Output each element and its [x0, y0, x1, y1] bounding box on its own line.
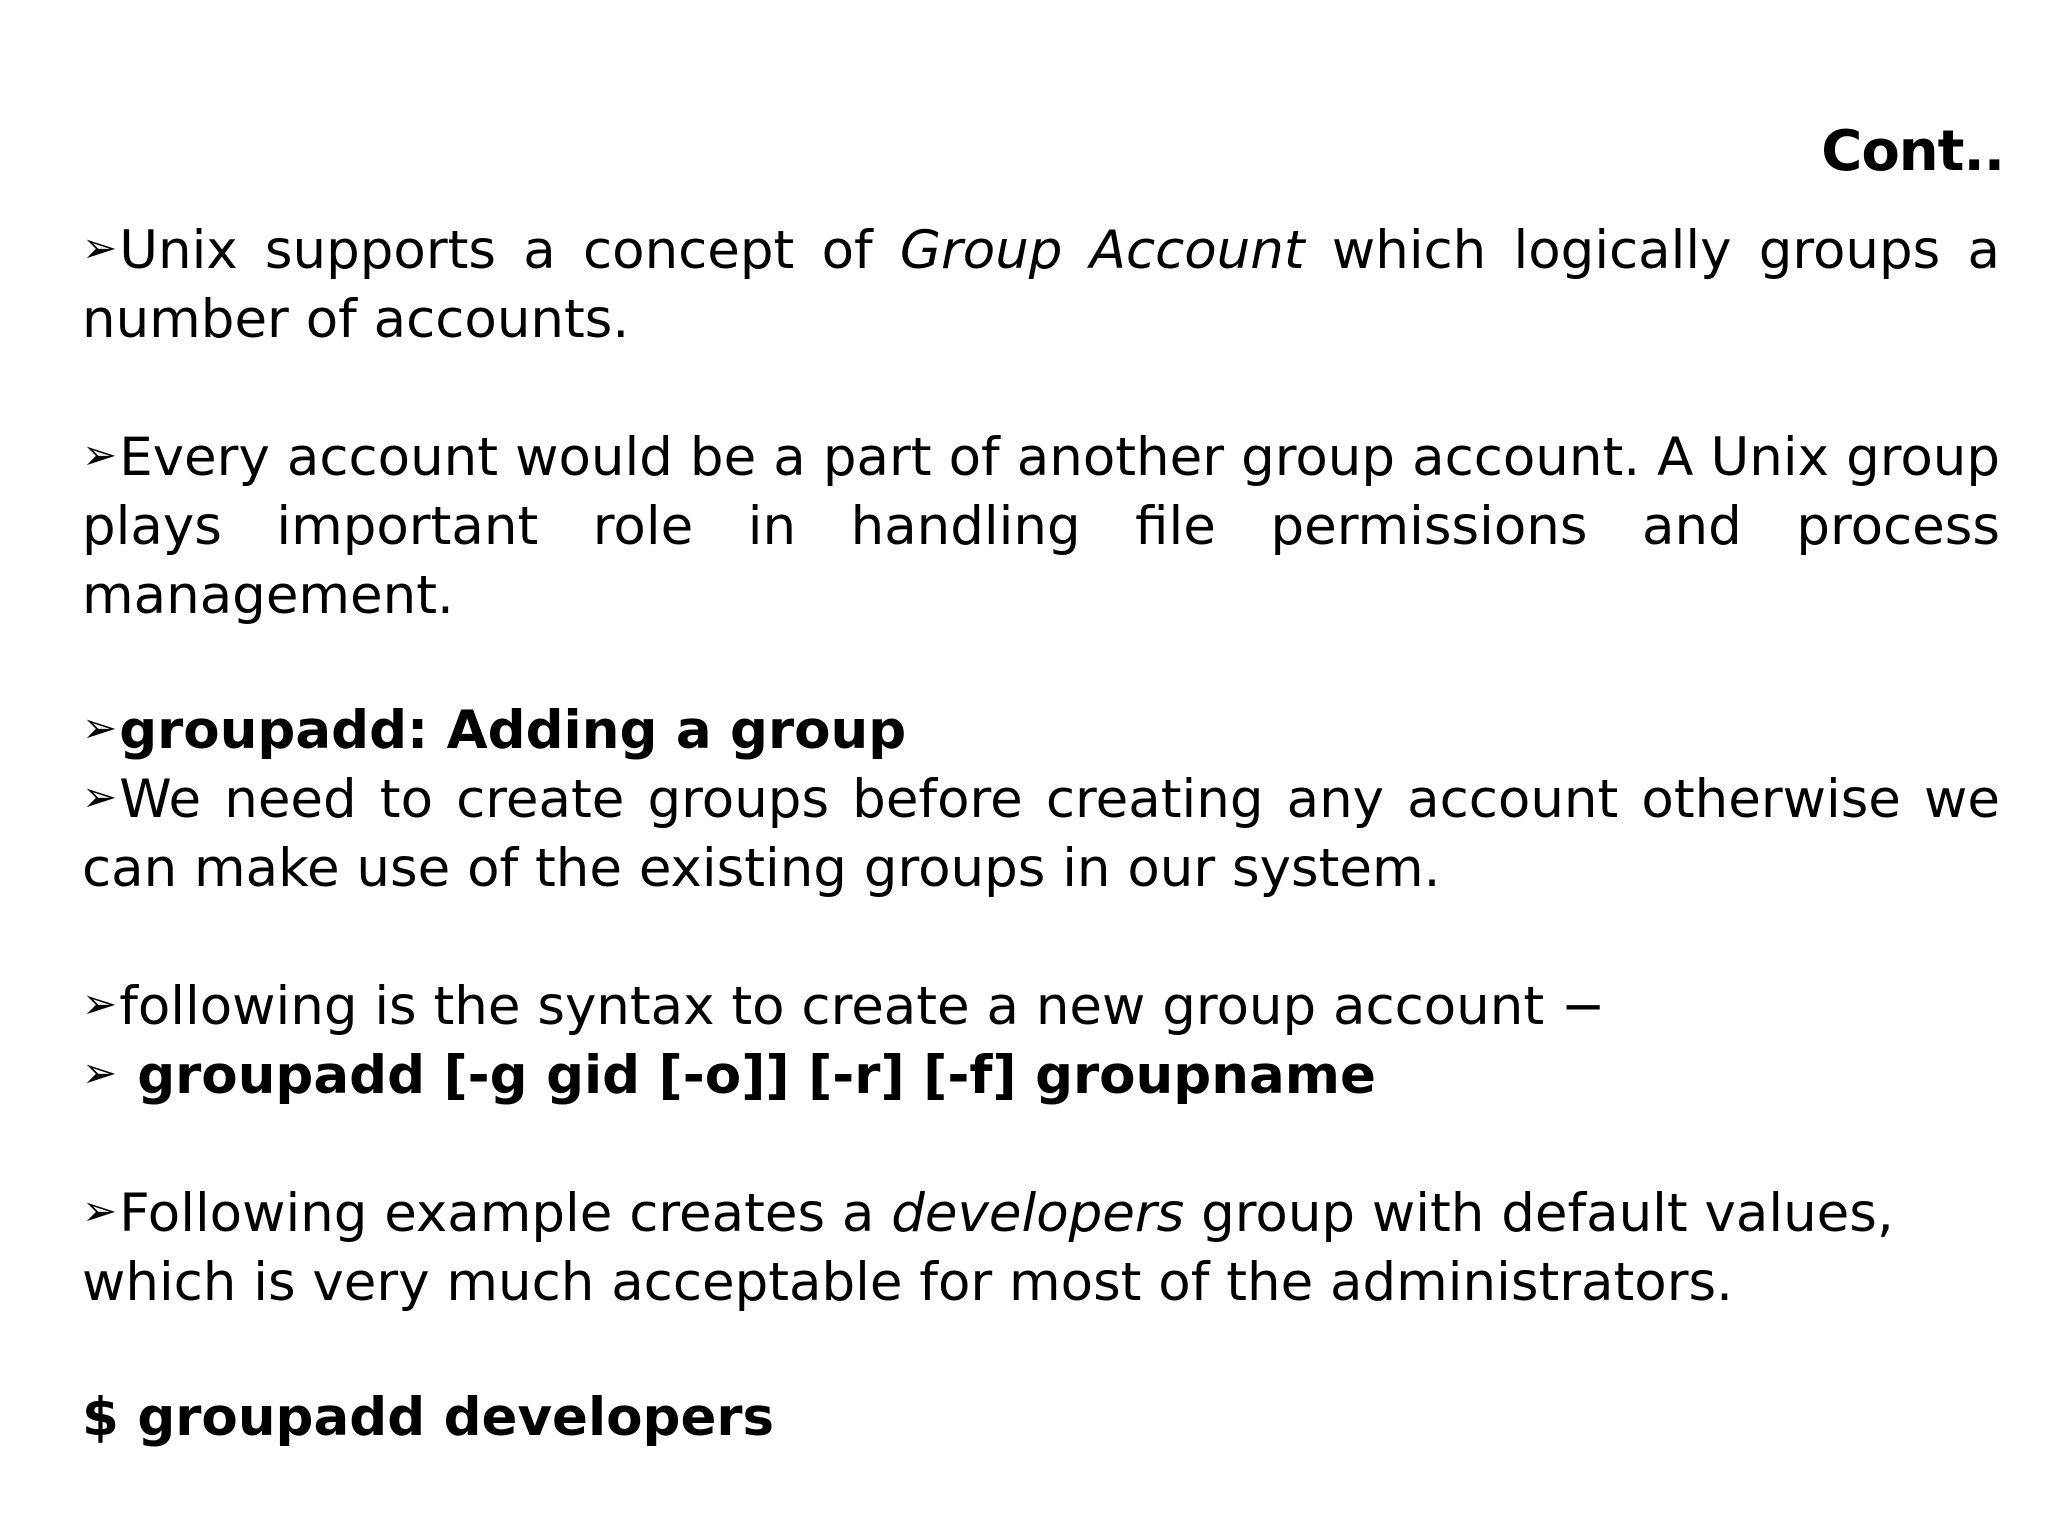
- arrow-bullet-icon: ➢: [82, 223, 118, 272]
- p7-text-before: Following example creates a: [119, 1183, 892, 1244]
- p3-text: groupadd: Adding a group: [119, 700, 907, 761]
- example-command: $ groupadd developers: [82, 1387, 775, 1448]
- bullet-group-account: [82, 213, 2000, 354]
- bullet-create-groups: [82, 762, 2000, 903]
- bullet-example: [82, 1176, 2000, 1317]
- p2-text: Every account would be a part of another group account. A Unix group plays important role in handling file permissions and process management.: [82, 427, 2000, 626]
- p4-text: We need to create groups before creating any account otherwise we can make use of the existing groups in our system.: [82, 769, 2000, 899]
- bullet-syntax-intro: [82, 969, 2000, 1041]
- bullet-syntax-command: [82, 1038, 2000, 1110]
- bullet-every-account: [82, 420, 2000, 630]
- arrow-bullet-icon: ➢: [82, 1048, 118, 1097]
- p1-text-before: Unix supports a concept of: [119, 220, 900, 281]
- p6-text: groupadd [-g gid [-o]] [-r] [-f] groupname: [137, 1045, 1376, 1106]
- p7-text-italic: developers: [891, 1183, 1185, 1244]
- arrow-bullet-icon: ➢: [82, 430, 118, 479]
- arrow-bullet-icon: ➢: [82, 1186, 118, 1235]
- p7-text-after: group with default values, which is very much acceptable for most of the administrators.: [82, 1183, 1894, 1313]
- p1-text-italic: Group Account: [899, 220, 1305, 281]
- arrow-bullet-icon: ➢: [82, 979, 118, 1028]
- arrow-bullet-icon: ➢: [82, 772, 118, 821]
- bullet-groupadd-heading: [82, 693, 2000, 765]
- arrow-bullet-icon: ➢: [82, 703, 118, 752]
- p1-text-after: which logically groups a number of accounts.: [82, 220, 2000, 350]
- slide-title: Cont..: [1821, 119, 2004, 184]
- p5-text: following is the syntax to create a new group account −: [119, 976, 1606, 1037]
